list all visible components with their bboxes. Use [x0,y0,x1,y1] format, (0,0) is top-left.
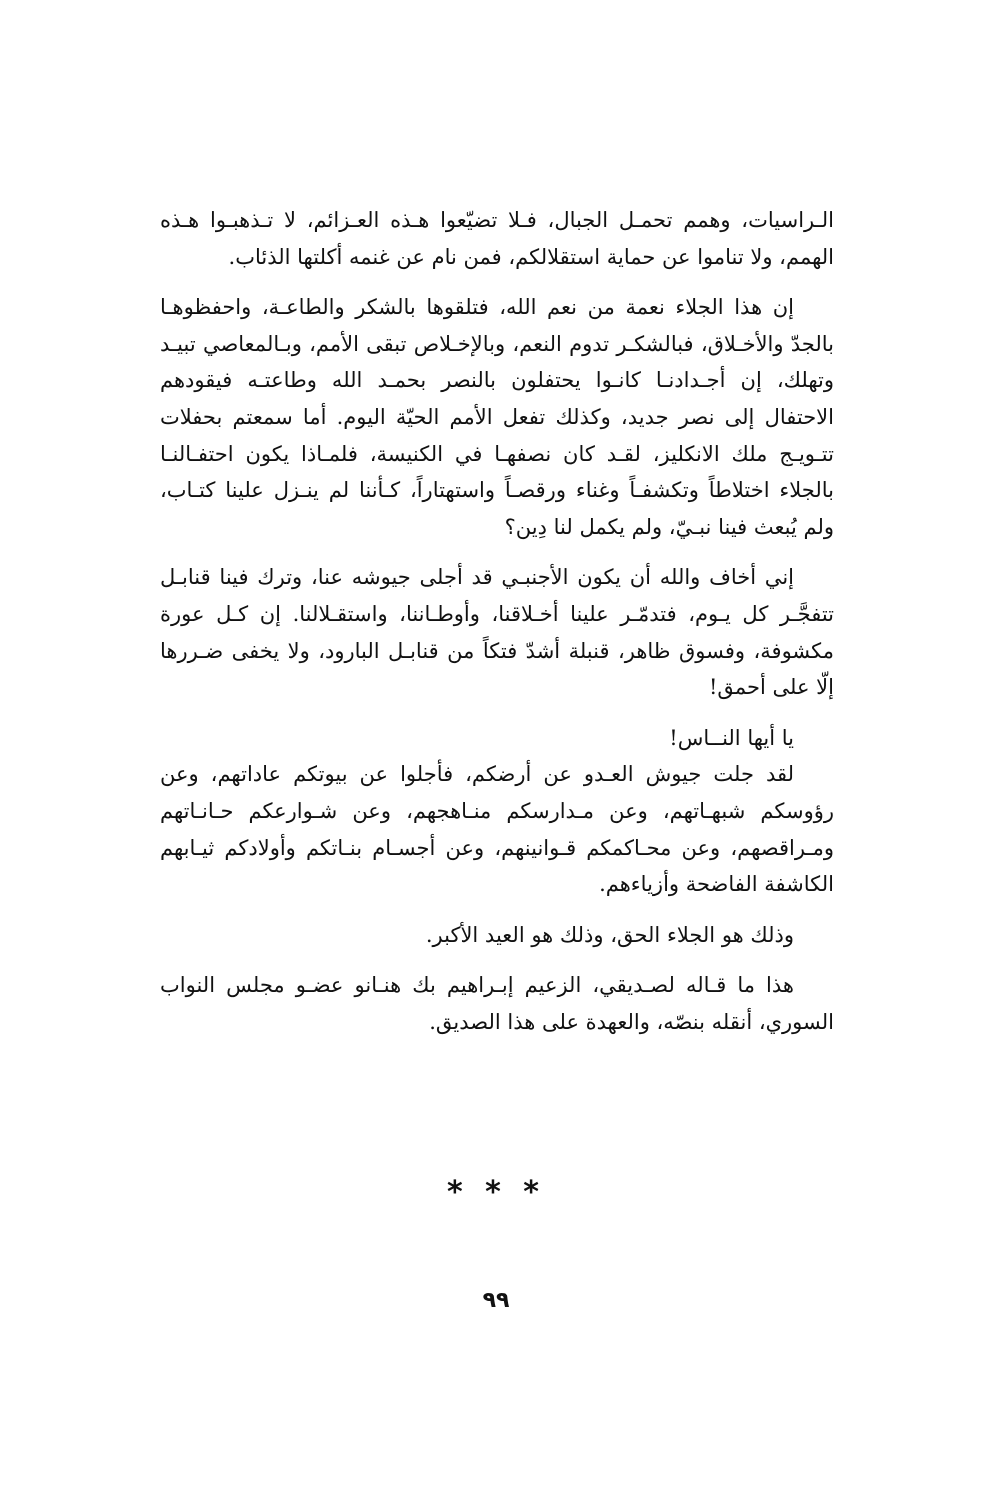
paragraph-2: إن هذا الجلاء نعمة من نعم الله، فتلقوها بالشكر والطاعـة، واحفظوهـا بالجدّ والأخـلاق، فبالشكـر تدوم النعم، وبالإخـلاص تبقى الأمم، وبـالمعاصي تبيـد وتهلك، إن أجـدادنـا كانـوا يحتفلون بالنصر بحمـد الله وطاعتـه فيقودهم الاحتفال إلى نصر جديد، وكذلك تفعل الأمم الحيّة اليوم. أما سمعتم بحفلات تتـويـج ملك الانكليز، لقـد كان نصفهـا في الكنيسة، فلمـاذا يكون احتفـالنـا بالجلاء اختلاطاً وتكشفـاً وغناء ورقصـاً واستهتاراً، كـأننا لم ينـزل علينا كتـاب، ولم يُبعث فينا نبـيّ، ولم يكمل لنا دِين؟ [160,295,834,539]
paragraph-1: الـراسيات، وهمم تحمـل الجبال، فـلا تضيّعوا هـذه العـزائم، لا تـذهبـوا هـذه الهمم، ولا تناموا عن حماية استقلالكم، فمن نام عن غنمه أكلتها الذئاب. [160,208,834,269]
paragraph-6: وذلك هو الجلاء الحق، وذلك هو العيد الأكبر. [425,922,794,947]
page-number: ٩٩ [482,1288,510,1313]
paragraph-5: لقد جلت جيوش العـدو عن أرضكم، فأجلوا عن بيوتكم عاداتهم، وعن رؤوسكم شبهـاتهم، وعن مـدارسكم منـاهجهم، وعن شـوارعكم حـانـاتهم ومـراقصهم، وعن محـاكمكم قـوانينهم، وعن أجسـام بنـاتكم وأولادكم ثيـابهم الكاشفة الفاضحة وأزياءهم. [160,762,834,897]
paragraph-4: يا أيها النــاس! [669,725,794,750]
paragraph-7: هذا ما قـاله لصـديقي، الزعيم إبـراهيم بك هنـانو عضـو مجلس النواب السوري، أنقله بنصّه، والعهدة على هذا الصديق. [160,973,834,1034]
section-separator: * * * [447,1175,545,1210]
paragraph-3: إني أخاف والله أن يكون الأجنبـي قد أجلى جيوشه عنا، وترك فينا قنابـل تتفجَّـر كل يـوم، فتدمّـر علينا أخـلاقنا، وأوطـاننا، واستقـلالنا. إن كـل عورة مكشوفة، وفسوق ظاهر، قنبلة أشدّ فتكاً من قنابـل البارود، ولا يخفى ضـررها إلّا على أحمق! [160,565,834,700]
page-body-text [160,202,834,1054]
